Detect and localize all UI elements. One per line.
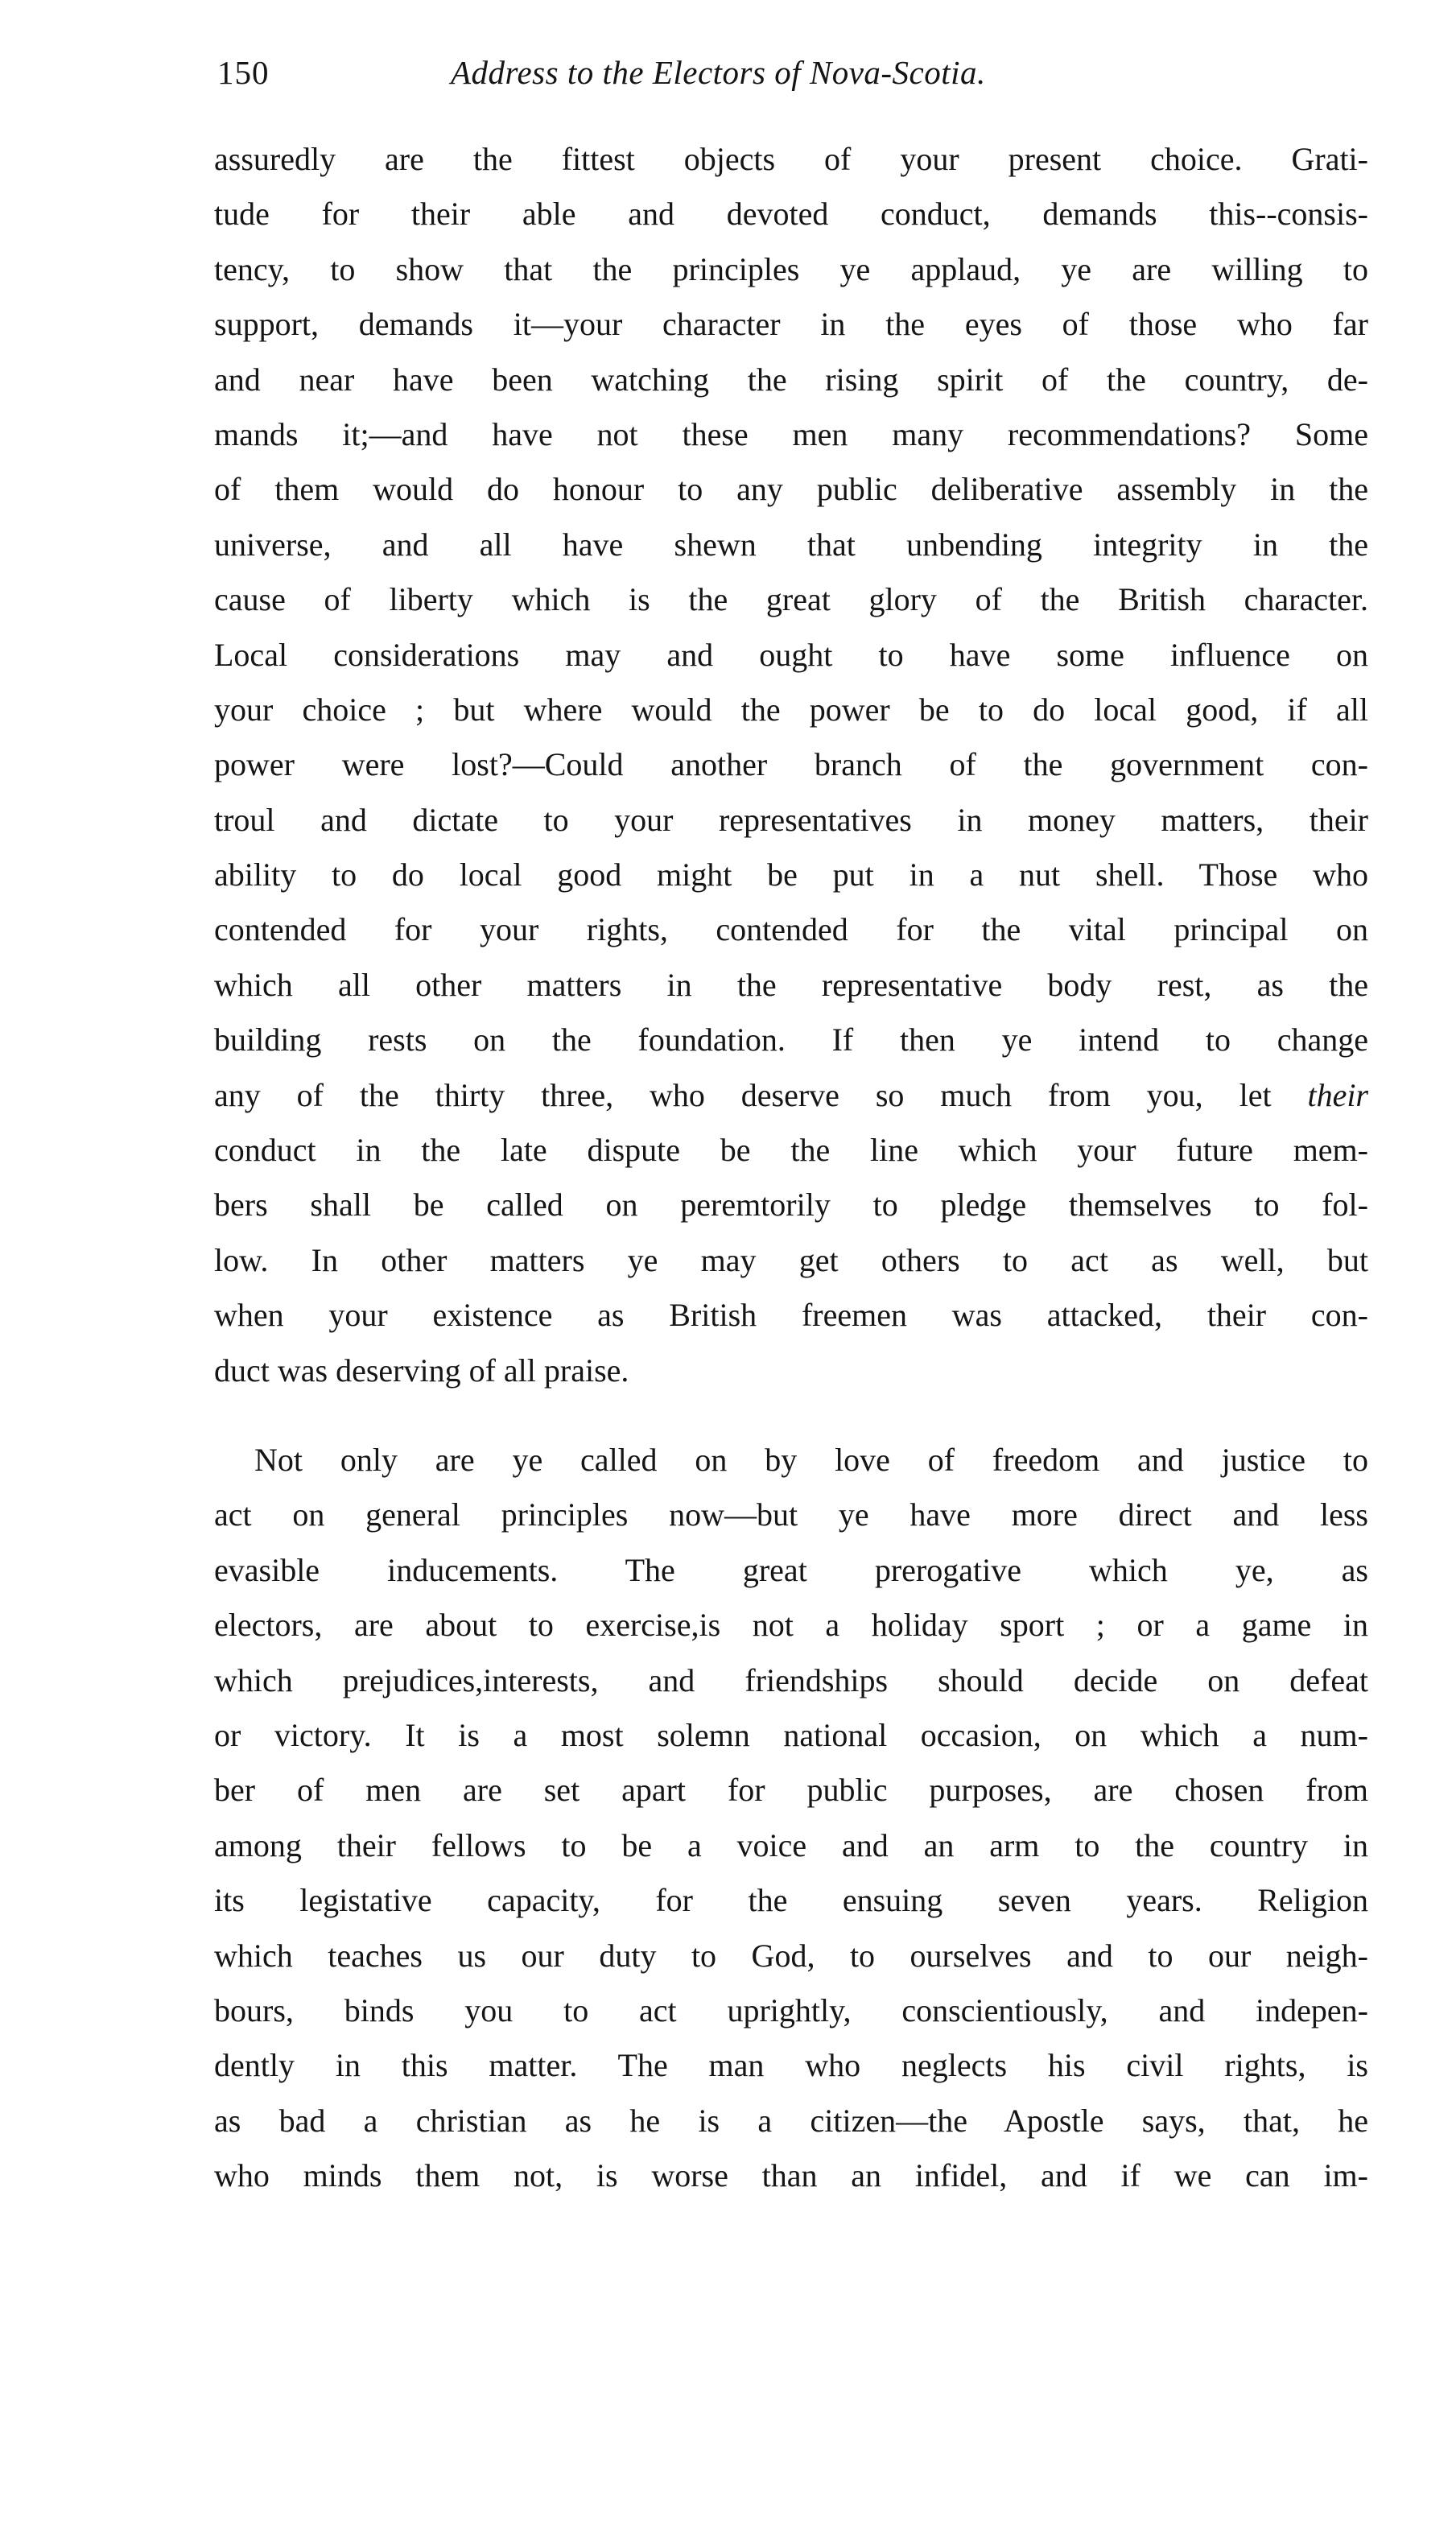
running-header [217,48,1360,97]
text-line: your choice ; but where would the power be to do local good, if all [214,691,1368,728]
text-line: ber of men are set apart for public purposes, are chosen from [214,1772,1368,1809]
text-line: act on general principles now—but ye have more direct and less [214,1496,1368,1533]
text-line: contended for your rights, contended for the vital principal on [214,911,1368,948]
paragraph-2 [214,1433,1368,2203]
text-line: Local considerations may and ought to have some influence on [214,636,1368,673]
text-line: duct was deserving of all praise. [214,1352,629,1389]
text-line: which all other matters in the representative body rest, as the [214,966,1368,1003]
text-line: as bad a christian as he is a citizen—the Apostle says, that, he [214,2102,1368,2139]
text-line: dently in this matter. The man who neglects his civil rights, is [214,2047,1368,2084]
text-line: any of the thirty three, who deserve so much from you, let their [214,1076,1368,1113]
text-line: tency, to show that the principles ye applaud, ye are willing to [214,250,1368,287]
text-line: or victory. It is a most solemn national occasion, on which a num- [214,1716,1368,1753]
text-line: assuredly are the fittest objects of your present choice. Grati- [214,141,1368,177]
text-line: evasible inducements. The great prerogative which ye, as [214,1551,1368,1588]
text-line: mands it;—and have not these men many recommendations? Some [214,415,1368,452]
paragraph-1 [214,132,1368,1398]
text-line: tude for their able and devoted conduct, demands this--consis- [214,196,1368,233]
text-line: its legistative capacity, for the ensuing seven years. Religion [214,1882,1368,1919]
text-line: among their fellows to be a voice and an arm to the country in [214,1826,1368,1863]
text-line: building rests on the foundation. If then ye intend to change [214,1021,1368,1059]
page-number: 150 [217,54,270,91]
text-line: of them would do honour to any public deliberative assembly in the [214,471,1368,508]
text-line: power were lost?—Could another branch of the government con- [214,746,1368,783]
text-line: Not only are ye called on by love of freedom and justice to [254,1442,1368,1478]
text-line: which teaches us our duty to God, to ourselves and to our neigh- [214,1937,1368,1974]
text-line: cause of liberty which is the great glory of the British character. [214,581,1368,618]
text-line: conduct in the late dispute be the line which your future mem- [214,1132,1368,1169]
text-line: electors, are about to exercise,is not a holiday sport ; or a game in [214,1607,1368,1644]
text-line: low. In other matters ye may get others to act as well, but [214,1241,1368,1278]
text-line: support, demands it—your character in the eyes of those who far [214,306,1368,343]
text-line: when your existence as British freemen was attacked, their con- [214,1297,1368,1334]
text-line: who minds them not, is worse than an infidel, and if we can im- [214,2157,1368,2194]
running-title: Address to the Electors of Nova-Scotia. [451,54,986,91]
text-line: universe, and all have shewn that unbending integrity in the [214,526,1368,563]
text-line: ability to do local good might be put in a nut shell. Those who [214,856,1368,894]
text-line: bers shall be called on peremtorily to pledge themselves to fol- [214,1187,1368,1224]
text-line: bours, binds you to act uprightly, conscientiously, and indepen- [214,1991,1368,2028]
emphasis-text: their [1307,1076,1368,1113]
text-line: troul and dictate to your representatives in money matters, their [214,801,1368,838]
text-line: and near have been watching the rising spirit of the country, de- [214,361,1368,398]
text-line: which prejudices,interests, and friendships should decide on defeat [214,1661,1368,1698]
